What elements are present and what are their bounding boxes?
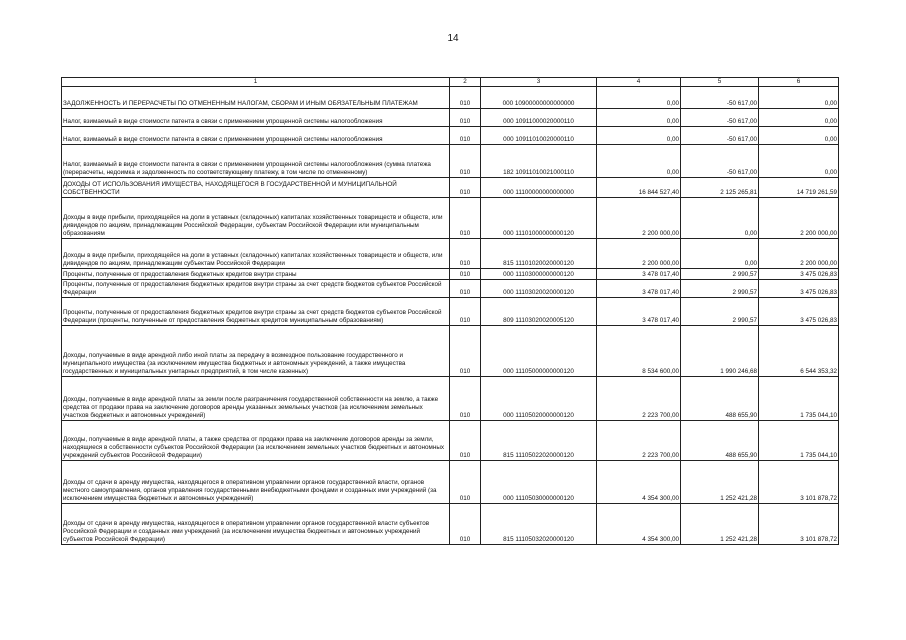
row-budget-code-cell: 182 10911010021000110: [481, 145, 597, 178]
row-value-col5-cell: 2 990,57: [681, 280, 759, 298]
row-value-col5-cell: -50 617,00: [681, 87, 759, 109]
table-row: [62, 326, 839, 377]
row-name-cell: Доходы, получаемые в виде арендной платы за земли после разграничения государственной собственности на землю, а также средства от продажи права на заключение договоров аренды указанных земельных участков (за исключением земельных участков бюджетных и автономных учреждений): [62, 377, 450, 421]
row-value-col4-cell: 4 354 300,00: [597, 461, 681, 504]
row-value-col4-cell: 3 478 017,40: [597, 280, 681, 298]
row-line-code-cell: 010: [450, 145, 481, 178]
row-value-col6-cell: 2 200 000,00: [759, 239, 839, 269]
row-value-col4-cell: 3 478 017,40: [597, 269, 681, 280]
row-line-code-cell: 010: [450, 178, 481, 198]
row-value-col5-cell: 2 990,57: [681, 269, 759, 280]
row-budget-code-cell: 815 11101020020000120: [481, 239, 597, 269]
row-value-col4-cell: 2 200 000,00: [597, 239, 681, 269]
row-name-cell: Доходы от сдачи в аренду имущества, находящегося в оперативном управлении органов государственной власти, органов местного самоуправления, органов управления государственными внебюджетными фондами и созданных ими учреждений (за исключением имущества бюджетных и автономных учреждений): [62, 461, 450, 504]
row-value-col4-cell: 0,00: [597, 127, 681, 145]
row-value-col6-cell: 1 735 044,10: [759, 377, 839, 421]
row-budget-code-cell: 000 10911010020000110: [481, 127, 597, 145]
row-name-cell: Доходы, получаемые в виде арендной платы, а также средства от продажи права на заключение договоров аренды за земли, находящиеся в собственности субъектов Российской Федерации (за исключением земельных участков бюджетных и автономных учреждений субъектов Российской Федерации): [62, 421, 450, 461]
row-budget-code-cell: 000 11103000000000120: [481, 269, 597, 280]
table-row: [62, 178, 839, 198]
row-value-col5-cell: 1 990 246,68: [681, 326, 759, 377]
row-value-col6-cell: 3 475 026,83: [759, 298, 839, 326]
row-line-code-cell: 010: [450, 239, 481, 269]
row-line-code-cell: 010: [450, 280, 481, 298]
table-row: [62, 198, 839, 239]
row-value-col6-cell: 0,00: [759, 109, 839, 127]
table-row: [62, 377, 839, 421]
row-name-cell: Проценты, полученные от предоставления бюджетных кредитов внутри страны за счет средств бюджетов субъектов Российской Федерации: [62, 280, 450, 298]
column-header: 2: [450, 78, 481, 87]
table-row: [62, 269, 839, 280]
row-value-col5-cell: -50 617,00: [681, 127, 759, 145]
report-table: [61, 77, 839, 545]
table-row: [62, 504, 839, 545]
row-name-cell: Доходы, получаемые в виде арендной либо иной платы за передачу в возмездное пользование государственного и муниципального имущества (за исключением имущества бюджетных и автономных учреждений, а также имущества государственных и муниципальных унитарных предприятий, в том числе казенных): [62, 326, 450, 377]
table-row: [62, 421, 839, 461]
row-line-code-cell: 010: [450, 269, 481, 280]
row-value-col4-cell: 2 200 000,00: [597, 198, 681, 239]
row-value-col5-cell: -50 617,00: [681, 109, 759, 127]
row-budget-code-cell: 000 11103020020000120: [481, 280, 597, 298]
row-value-col6-cell: 3 101 878,72: [759, 461, 839, 504]
row-value-col6-cell: 6 544 353,32: [759, 326, 839, 377]
column-header: 5: [681, 78, 759, 87]
row-value-col6-cell: 1 735 044,10: [759, 421, 839, 461]
row-value-col6-cell: 2 200 000,00: [759, 198, 839, 239]
column-header: 6: [759, 78, 839, 87]
row-line-code-cell: 010: [450, 377, 481, 421]
table-row: [62, 298, 839, 326]
row-value-col4-cell: 0,00: [597, 109, 681, 127]
row-value-col6-cell: 0,00: [759, 127, 839, 145]
row-name-cell: Налог, взимаемый в виде стоимости патента в связи с применением упрощенной системы налогообложения: [62, 109, 450, 127]
row-value-col4-cell: 0,00: [597, 145, 681, 178]
row-line-code-cell: 010: [450, 504, 481, 545]
column-header: 4: [597, 78, 681, 87]
row-budget-code-cell: 809 11103020020005120: [481, 298, 597, 326]
row-value-col6-cell: 14 719 261,59: [759, 178, 839, 198]
row-value-col4-cell: 2 223 700,00: [597, 377, 681, 421]
row-value-col5-cell: -50 617,00: [681, 145, 759, 178]
row-value-col6-cell: 0,00: [759, 87, 839, 109]
row-line-code-cell: 010: [450, 326, 481, 377]
row-name-cell: ДОХОДЫ ОТ ИСПОЛЬЗОВАНИЯ ИМУЩЕСТВА, НАХОДЯЩЕГОСЯ В ГОСУДАРСТВЕННОЙ И МУНИЦИПАЛЬНОЙ СОБСТВЕННОСТИ: [62, 178, 450, 198]
row-budget-code-cell: 000 11105000000000120: [481, 326, 597, 377]
row-line-code-cell: 010: [450, 109, 481, 127]
row-value-col4-cell: 4 354 300,00: [597, 504, 681, 545]
row-budget-code-cell: 000 11105020000000120: [481, 377, 597, 421]
row-name-cell: Доходы в виде прибыли, приходящейся на доли в уставных (складочных) капиталах хозяйственных товариществ и обществ, или дивидендов по акциям, принадлежащим субъектам Российской Федерации: [62, 239, 450, 269]
row-value-col6-cell: 3 475 026,83: [759, 269, 839, 280]
row-value-col6-cell: 3 475 026,83: [759, 280, 839, 298]
row-budget-code-cell: 815 11105032020000120: [481, 504, 597, 545]
row-line-code-cell: 010: [450, 127, 481, 145]
page-number: 14: [447, 33, 459, 44]
row-line-code-cell: 010: [450, 298, 481, 326]
row-line-code-cell: 010: [450, 421, 481, 461]
row-value-col5-cell: 488 655,90: [681, 421, 759, 461]
table-row: [62, 239, 839, 269]
table-row: [62, 109, 839, 127]
row-value-col5-cell: 1 252 421,28: [681, 504, 759, 545]
row-value-col6-cell: 3 101 878,72: [759, 504, 839, 545]
row-line-code-cell: 010: [450, 461, 481, 504]
row-budget-code-cell: 000 11101000000000120: [481, 198, 597, 239]
header-row: [62, 78, 839, 87]
row-value-col4-cell: 8 534 600,00: [597, 326, 681, 377]
row-value-col4-cell: 0,00: [597, 87, 681, 109]
row-budget-code-cell: 000 11105030000000120: [481, 461, 597, 504]
row-name-cell: Налог, взимаемый в виде стоимости патента в связи с применением упрощенной системы налогообложения (сумма платежа (перерасчеты, недоимка и задолженность по соответствующему платежу, в том числе по отмененному): [62, 145, 450, 178]
row-name-cell: ЗАДОЛЖЕННОСТЬ И ПЕРЕРАСЧЕТЫ ПО ОТМЕНЕННЫМ НАЛОГАМ, СБОРАМ И ИНЫМ ОБЯЗАТЕЛЬНЫМ ПЛАТЕЖАМ: [62, 87, 450, 109]
column-header: 1: [62, 78, 450, 87]
row-value-col6-cell: 0,00: [759, 145, 839, 178]
table-row: [62, 145, 839, 178]
row-name-cell: Проценты, полученные от предоставления бюджетных кредитов внутри страны: [62, 269, 450, 280]
row-name-cell: Проценты, полученные от предоставления бюджетных кредитов внутри страны за счет средств бюджетов субъектов Российской Федерации (проценты, полученные от предоставления бюджетных кредитов муниципальным образованиям): [62, 298, 450, 326]
row-name-cell: Налог, взимаемый в виде стоимости патента в связи с применением упрощенной системы налогообложения: [62, 127, 450, 145]
row-value-col5-cell: 1 252 421,28: [681, 461, 759, 504]
row-budget-code-cell: 000 10911000020000110: [481, 109, 597, 127]
row-value-col5-cell: 2 125 265,81: [681, 178, 759, 198]
column-header: 3: [481, 78, 597, 87]
row-value-col4-cell: 16 844 527,40: [597, 178, 681, 198]
row-line-code-cell: 010: [450, 87, 481, 109]
row-budget-code-cell: 815 11105022020000120: [481, 421, 597, 461]
row-value-col4-cell: 3 478 017,40: [597, 298, 681, 326]
row-name-cell: Доходы от сдачи в аренду имущества, находящегося в оперативном управлении органов государственной власти субъектов Российской Федерации и созданных ими учреждений (за исключением имущества бюджетных и автономных учреждений субъектов Российской Федерации): [62, 504, 450, 545]
row-value-col5-cell: 0,00: [681, 198, 759, 239]
row-name-cell: Доходы в виде прибыли, приходящейся на доли в уставных (складочных) капиталах хозяйственных товариществ и обществ, или дивидендов по акциям, принадлежащим Российской Федерации, субъектам Российской Федерации или муниципальным образованиям: [62, 198, 450, 239]
row-budget-code-cell: 000 10900000000000000: [481, 87, 597, 109]
row-value-col5-cell: 2 990,57: [681, 298, 759, 326]
row-value-col5-cell: 0,00: [681, 239, 759, 269]
table-row: [62, 87, 839, 109]
row-line-code-cell: 010: [450, 198, 481, 239]
row-budget-code-cell: 000 11100000000000000: [481, 178, 597, 198]
row-value-col4-cell: 2 223 700,00: [597, 421, 681, 461]
table-row: [62, 461, 839, 504]
row-value-col5-cell: 488 655,90: [681, 377, 759, 421]
table-row: [62, 280, 839, 298]
table-row: [62, 127, 839, 145]
